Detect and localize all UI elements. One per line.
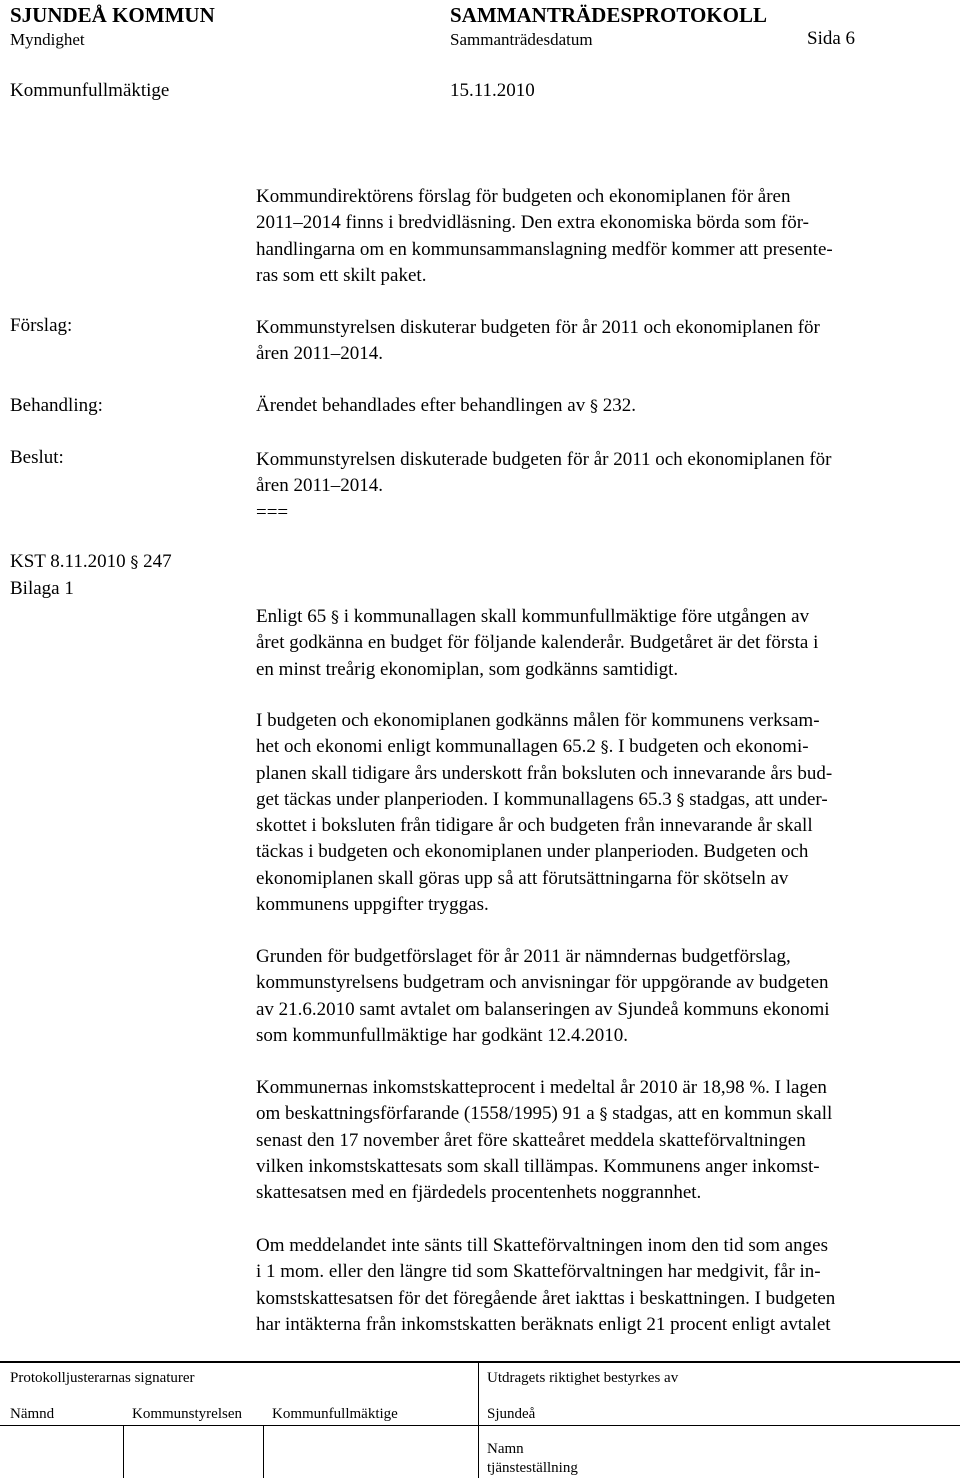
text-segment: stadgas, att under-: [684, 788, 828, 810]
text-line: [256, 1180, 948, 1206]
text-line: Kommunstyrelsen diskuterade budgeten för år 2011 och ekonomiplanen för: [256, 449, 832, 470]
text-line: [256, 970, 948, 996]
section-sign: §: [676, 789, 685, 809]
text-line: [256, 813, 948, 839]
text-segment: . I budgeten och ekonomi-: [608, 736, 809, 758]
text-line: [256, 708, 948, 734]
text-line: [256, 1154, 948, 1180]
footer-position-label: tjänsteställning: [487, 1460, 578, 1476]
item-ref-after: 247: [143, 551, 172, 572]
text-segment: get täckas under planperioden. I kommunallagens 65.3: [256, 788, 677, 810]
footer-divider: [123, 1425, 124, 1478]
meeting-date: 15.11.2010: [450, 80, 535, 101]
text-line: [256, 657, 948, 683]
text-line: [256, 997, 948, 1023]
text-line: [256, 761, 948, 787]
text-line: Kommundirektörens förslag för budgeten och ekonomiplanen för åren: [256, 186, 791, 207]
text-segment: en minst treårig ekonomiplan, som godkänns samtidigt.: [256, 658, 679, 680]
text-line: Kommunstyrelsen diskuterar budgeten för år 2011 och ekonomiplanen för: [256, 317, 820, 338]
footer-col-kommunfullmaktige: Kommunfullmäktige: [272, 1406, 398, 1422]
text-segment: stadgas, att en kommun skall: [607, 1103, 833, 1125]
meeting-date-label: Sammanträdesdatum: [450, 30, 593, 49]
text-segment: senast den 17 november året före skatteåret meddela skatteförvaltningen: [256, 1129, 806, 1151]
text-line: [256, 1259, 948, 1285]
attachment-label: Bilaga 1: [10, 578, 74, 599]
decision-separator: ===: [256, 501, 289, 523]
item-ref-before: KST 8.11.2010: [10, 551, 126, 572]
footer-signatures-label: Protokolljusterarnas signaturer: [10, 1370, 195, 1386]
text-line: [256, 1233, 948, 1259]
treatment-label: Behandling:: [10, 395, 103, 416]
text-segment: planen skall tidigare års underskott från boksluten och innevarande års bud-: [256, 762, 833, 784]
authority-name: Kommunfullmäktige: [10, 80, 170, 101]
text-segment: som kommunfullmäktige har godkänt 12.4.2010.: [256, 1024, 629, 1046]
text-line: [256, 1128, 948, 1154]
section-sign: §: [589, 396, 598, 415]
body-paragraph-1: [256, 604, 948, 683]
text-line: [256, 866, 948, 892]
text-segment: komstskattesatsen för det föregående året iakttas i beskattningen. I budgeten: [256, 1287, 836, 1309]
text-line: 2011–2014 finns i bredvidläsning. Den extra ekonomiska börda som för-: [256, 212, 809, 234]
text-line: [256, 630, 948, 656]
footer-col-namnd: Nämnd: [10, 1406, 55, 1422]
text-segment: av 21.6.2010 samt avtalet om balanseringen av Sjundeå kommuns ekonomi: [256, 998, 830, 1020]
footer-divider: [478, 1361, 479, 1478]
section-sign: §: [330, 607, 339, 626]
text-line: [256, 892, 948, 918]
text-line: [256, 604, 948, 630]
text-segment: om beskattningsförfarande (1558/1995) 91 a: [256, 1103, 600, 1125]
text-line: handlingarna om en kommunsammanslagning medför kommer att presente-: [256, 238, 833, 260]
text-segment: i 1 mom. eller den längre tid som Skatteförvaltningen har medgivit, får in-: [256, 1261, 821, 1283]
text-line: [256, 1286, 948, 1312]
item-reference: [10, 551, 172, 573]
text-segment: har intäkterna från inkomstskatten beräknats enligt 21 procent enligt avtalet: [256, 1313, 831, 1335]
text-segment: täckas i budgeten och ekonomiplanen under planperioden. Budgeten och: [256, 841, 809, 863]
text-line: åren 2011–2014.: [256, 475, 383, 497]
text-segment: kommunstyrelsens budgetram och anvisningar för uppgörande av budgeten: [256, 972, 829, 994]
text-line: [256, 1075, 948, 1101]
text-line: [256, 734, 948, 760]
body-paragraph-4: [256, 1075, 948, 1206]
page-number: Sida 6: [807, 28, 856, 49]
text-segment: Enligt 65: [256, 606, 331, 627]
document-type: SAMMANTRÄDESPROTOKOLL: [450, 3, 767, 27]
text-line: [256, 1312, 948, 1338]
text-segment: Om meddelandet inte sänts till Skatteförvaltningen inom den tid som anges: [256, 1235, 829, 1256]
treatment-text-after: 232.: [602, 395, 636, 416]
body-paragraph-3: [256, 944, 948, 1049]
text-segment: het och ekonomi enligt kommunallagen 65.2: [256, 736, 601, 758]
text-segment: Kommunernas inkomstskatteprocent i medeltal år 2010 är 18,98 %. I lagen: [256, 1077, 827, 1098]
text-line: [256, 1023, 948, 1049]
section-sign: §: [599, 1104, 608, 1124]
text-segment: I budgeten och ekonomiplanen godkänns målen för kommunens verksam-: [256, 710, 820, 731]
section-sign: §: [130, 552, 139, 571]
footer-divider: [263, 1425, 264, 1478]
text-segment: vilken inkomstskattesats som skall tillämpas. Kommunens anger inkomst-: [256, 1155, 820, 1177]
footer-col-kommunstyrelsen: Kommunstyrelsen: [132, 1406, 242, 1422]
text-segment: kommunens uppgifter tryggas.: [256, 894, 489, 916]
body-paragraph-5: [256, 1233, 948, 1338]
body-paragraph-2: [256, 708, 948, 918]
text-line: [256, 1101, 948, 1127]
footer-name-label: Namn: [487, 1441, 524, 1457]
text-segment: skottet i boksluten från tidigare år och budgeten från innevarande år skall: [256, 815, 813, 837]
text-line: åren 2011–2014.: [256, 343, 383, 365]
proposal-text: [256, 315, 948, 368]
treatment-text: [256, 395, 636, 417]
text-line: [256, 839, 948, 865]
intro-paragraph: [256, 184, 948, 289]
section-sign: §: [600, 737, 609, 757]
text-line: [256, 787, 948, 813]
text-segment: skattesatsen med en fjärdedels procentenhets noggrannhet.: [256, 1182, 702, 1204]
text-line: [256, 944, 948, 970]
proposal-label: Förslag:: [10, 315, 73, 336]
footer-top-rule: [0, 1361, 960, 1363]
text-segment: i kommunallagen skall kommunfullmäktige före utgången av: [338, 606, 810, 627]
footer-extract-label: Utdragets riktighet bestyrkes av: [487, 1370, 679, 1386]
decision-label: Beslut:: [10, 447, 64, 468]
text-segment: Grunden för budgetförslaget för år 2011 är nämndernas budgetförslag,: [256, 946, 791, 967]
decision-text: [256, 447, 948, 526]
treatment-text-before: Ärendet behandlades efter behandlingen av: [256, 395, 586, 416]
text-line: ras som ett skilt paket.: [256, 264, 427, 286]
footer-row-rule: [0, 1425, 960, 1426]
text-segment: året godkänna en budget för följande kalenderår. Budgetåret är det första i: [256, 632, 819, 654]
text-segment: ekonomiplanen skall göras upp så att förutsättningarna för skötseln av: [256, 867, 789, 889]
footer-place: Sjundeå: [487, 1406, 536, 1422]
authority-label: Myndighet: [10, 30, 85, 49]
organization-name: SJUNDEÅ KOMMUN: [10, 3, 215, 27]
